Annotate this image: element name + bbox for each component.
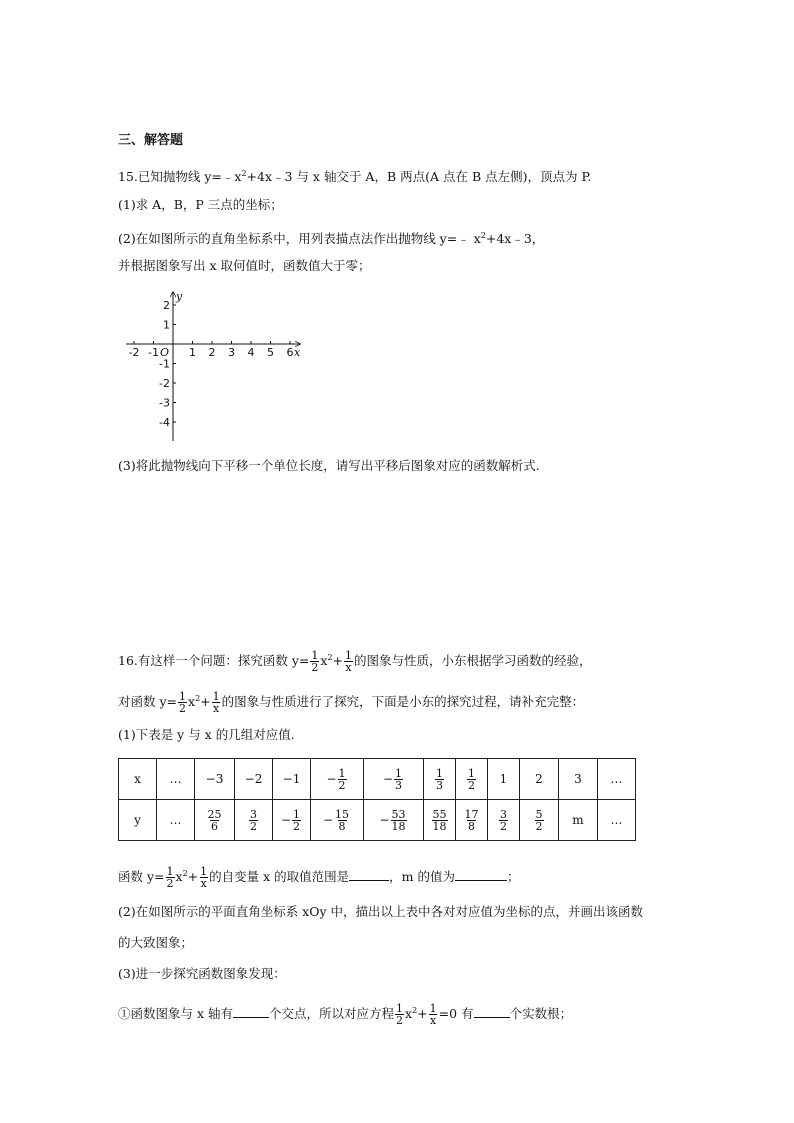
- table-cell: [456, 759, 488, 800]
- fraction-one-over-x: $\frac{1}{x}$: [429, 1002, 437, 1028]
- x-tick-label: -1: [148, 346, 159, 359]
- table-cell: [520, 800, 559, 841]
- table-cell: …: [157, 759, 195, 800]
- answer-blank-m[interactable]: [455, 868, 507, 881]
- answer-blank-domain[interactable]: [349, 868, 389, 881]
- fraction-half: $\frac{1}{2}$: [166, 865, 174, 891]
- cell-fraction: $\frac{1}{3}$: [436, 766, 443, 792]
- table-cell: …: [598, 759, 636, 800]
- table-cell: [364, 759, 424, 800]
- q15-part2-line2: 并根据图象写出 x 取何值时，函数值大于零；: [118, 258, 371, 273]
- cell-fraction: $\frac{53}{18}$: [391, 807, 406, 833]
- q16-line2-text-d: 的图象与性质进行了探究，下面是小东的探究过程，请补充完整：: [221, 694, 585, 710]
- q16-line2: 对函数 y= $\frac{1}{2}$ $x^2+$ $\frac{1}{x}$ 的图象与性质进行了探究，下面是小东的探究过程，请补充完整：: [118, 690, 585, 716]
- fraction-half: $\frac{1}{2}$: [179, 690, 187, 716]
- table-cell: 1: [488, 759, 520, 800]
- minus-sign: −: [322, 812, 334, 827]
- table-cell: x: [119, 759, 157, 800]
- x-tick-label: 3: [228, 346, 235, 359]
- table-cell: −3: [195, 759, 235, 800]
- table-cell: −1: [273, 759, 311, 800]
- fraction-one-over-x: $\frac{1}{x}$: [212, 690, 220, 716]
- q16-fill-line: 函数 y= $\frac{1}{2}$ $x^2+$ $\frac{1}{x}$ 的自变量 x 的取值范围是 ，m 的值为 ；: [118, 865, 520, 891]
- x-axis-label: x: [294, 346, 301, 359]
- table-cell: −2: [235, 759, 273, 800]
- table-cell: [311, 759, 364, 800]
- table-row-x: [119, 759, 636, 800]
- table-cell: [311, 800, 364, 841]
- q15-intro-text-a: 15.已知抛物线 y=﹣x: [118, 169, 242, 185]
- x-tick-label: 2: [208, 346, 216, 359]
- table-row-y: [119, 800, 636, 841]
- q16-part2-line2: 的大致图象；: [118, 935, 194, 950]
- fraction-half: $\frac{1}{2}$: [311, 649, 319, 675]
- table-cell: 3: [559, 759, 598, 800]
- x-tick-label: -2: [128, 346, 140, 359]
- fraction-one-over-x: $\frac{1}{x}$: [200, 865, 208, 891]
- cell-fraction: $\frac{3}{2}$: [250, 807, 257, 833]
- origin-label: O: [160, 346, 170, 359]
- minus-sign: −: [280, 812, 292, 827]
- answer-blank-roots[interactable]: [474, 1005, 510, 1018]
- q15-intro-sup: 2: [241, 169, 247, 178]
- q15-intro: [118, 166, 591, 185]
- q15-part2-text-a: (2)在如图所示的直角坐标系中，用列表描点法作出抛物线 y=﹣ x: [118, 231, 481, 247]
- y-axis-label: y: [176, 290, 183, 303]
- table-cell: [195, 800, 235, 841]
- x-tick-label: 1: [189, 346, 196, 359]
- values-table: [118, 758, 636, 841]
- cell-fraction: $\frac{1}{2}$: [468, 766, 475, 792]
- table-cell: [456, 800, 488, 841]
- cell-fraction: $\frac{55}{18}$: [432, 807, 447, 833]
- q16-intro: 16.有这样一个问题：探究函数 y= $\frac{1}{2}$ $x^2+$ $\frac{1}{x}$ 的图象与性质，小东根据学习函数的经验，: [118, 649, 592, 675]
- minus-sign: −: [382, 771, 394, 786]
- cell-fraction: $\frac{5}{2}$: [535, 807, 543, 833]
- x-tick-label: 5: [267, 346, 274, 359]
- minus-sign: −: [379, 812, 390, 827]
- answer-blank-intersections[interactable]: [233, 1005, 269, 1018]
- table-cell: [364, 800, 424, 841]
- q16-part2-line1: (2)在如图所示的平面直角坐标系 xOy 中，描出以上表中各对对应值为坐标的点，并画出该函数: [118, 904, 644, 919]
- table-cell: [488, 800, 520, 841]
- q15-part2-text-b: +4x﹣3，: [485, 231, 545, 247]
- table-cell: [424, 800, 456, 841]
- coordinate-axes: [118, 286, 318, 446]
- cell-fraction: $\frac{15}{8}$: [335, 807, 350, 833]
- q15-intro-text-b: +4x﹣3 与 x 轴交于 A，B 两点(A 点在 B 点左侧)，顶点为 P.: [246, 169, 592, 185]
- x-tick-label: 4: [247, 346, 255, 359]
- table-cell: …: [157, 800, 195, 841]
- table-cell: …: [598, 800, 636, 841]
- y-tick-label: -3: [159, 396, 170, 410]
- cell-fraction: $\frac{1}{2}$: [338, 766, 346, 792]
- q15-part2-sup: 2: [480, 231, 486, 240]
- q15-part2: [118, 228, 544, 247]
- table-cell: [235, 800, 273, 841]
- q16-intro-text-d: 的图象与性质，小东根据学习函数的经验，: [354, 653, 592, 669]
- q16-intro-text-a: 16.有这样一个问题：探究函数 y=: [118, 653, 310, 669]
- fraction-one-over-x: $\frac{1}{x}$: [345, 649, 353, 675]
- q16-sub1: ①函数图象与 x 轴有 个交点，所以对应方程 $\frac{1}{2}$ $x^2+$ $\frac{1}{x}$ =0 有 个实数根；: [118, 1002, 573, 1028]
- cell-fraction: $\frac{1}{3}$: [395, 766, 403, 792]
- cell-fraction: $\frac{17}{8}$: [464, 807, 479, 833]
- q16-part3: (3)进一步探究函数图象发现：: [118, 966, 286, 981]
- q15-part1: (1)求 A，B，P 三点的坐标；: [118, 197, 283, 212]
- table-cell: 2: [520, 759, 559, 800]
- table-cell: y: [119, 800, 157, 841]
- y-tick-label: -1: [159, 357, 170, 371]
- cell-fraction: $\frac{25}{6}$: [207, 807, 222, 833]
- x-tick-label: 6: [286, 346, 294, 359]
- minus-sign: −: [326, 771, 337, 786]
- q16-part1: (1)下表是 y 与 x 的几组对应值.: [118, 727, 295, 742]
- section-title: 三、解答题: [118, 133, 184, 148]
- fraction-half: $\frac{1}{2}$: [396, 1002, 404, 1028]
- y-tick-label: -4: [159, 416, 170, 429]
- q15-part3: (3)将此抛物线向下平移一个单位长度，请写出平移后图象对应的函数解析式.: [118, 458, 540, 473]
- y-tick-label: 2: [163, 299, 170, 312]
- y-tick-label: -2: [159, 377, 170, 390]
- table-cell: m: [559, 800, 598, 841]
- y-tick-label: 1: [163, 318, 170, 332]
- cell-fraction: $\frac{1}{2}$: [293, 807, 301, 833]
- cell-fraction: $\frac{3}{2}$: [500, 807, 507, 833]
- table-cell: [273, 800, 311, 841]
- table-cell: [424, 759, 456, 800]
